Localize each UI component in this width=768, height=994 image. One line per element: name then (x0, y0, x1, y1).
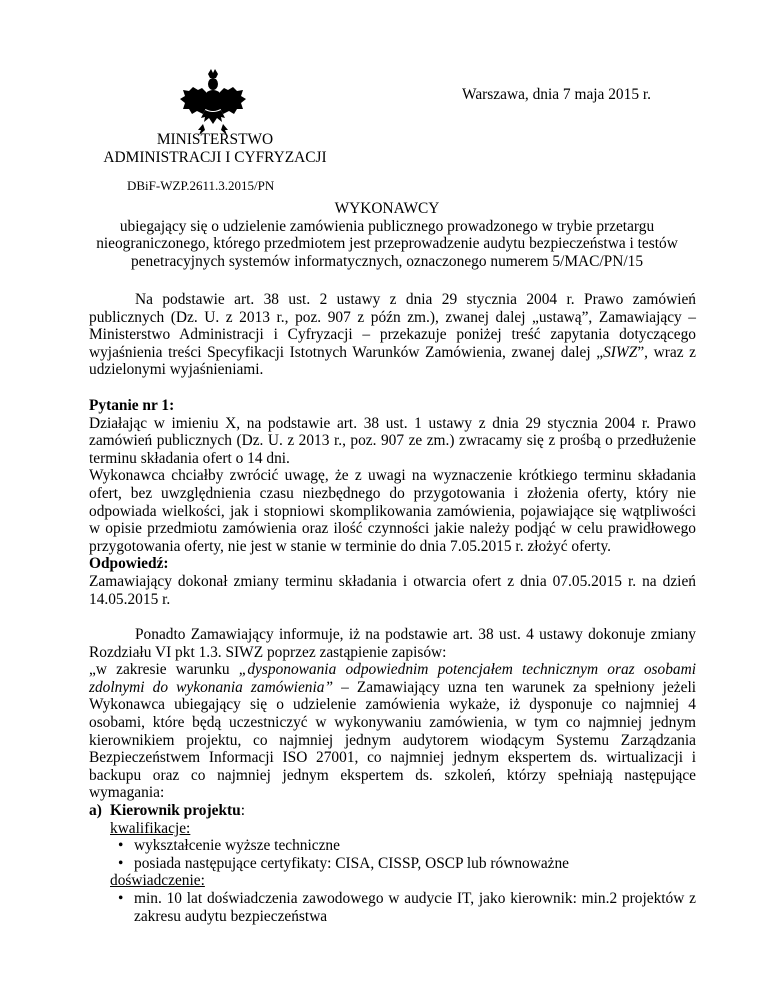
requirement-a: a) Kierownik projektu: (89, 802, 245, 820)
answer-1-text: Zamawiający dokonał zmiany terminu składania i otwarcia ofert z dnia 07.05.2015 r. na dzień 14.05.2015 r. (89, 572, 696, 608)
amendment-intro: Ponadto Zamawiający informuje, iż na podstawie art. 38 ust. 4 ustawy dokonuje zmiany Rozdziału VI pkt 1.3. SIWZ poprzez zastąpienie zapisów: (89, 626, 696, 661)
qualifications-list (110, 837, 696, 872)
reference-number: DBiF-WZP.2611.3.2015/PN (127, 178, 275, 193)
qualifications-label: kwalifikacje: (110, 819, 191, 837)
intro-paragraph: Na podstawie art. 38 ust. 2 ustawy z dnia 29 stycznia 2004 r. Prawo zamówień publicznych (Dz. U. z 2013 r., poz. 907 z późn zm.), zwanej dalej „ustawą”, Zamawiający – Ministerstwo Administracji i Cyfryzacji – przekazuje poniżej treść zapytania dotyczącego wyjaśnienia treści Specyfikacji Istotnych Warunków Zamówienia, zwanej dalej „SIWZ”, wraz z udzielonymi wyjaśnieniami. (89, 291, 696, 379)
question-1-title: Pytanie nr 1: (89, 396, 175, 414)
ministry-name (90, 131, 340, 166)
list-item: • wykształcenie wyższe techniczne (110, 837, 696, 855)
letter-body (89, 291, 696, 925)
polish-eagle-emblem-icon (178, 66, 248, 138)
ministry-line-1: MINISTERSTWO (156, 131, 274, 148)
document-date: Warszawa, dnia 7 maja 2015 r. (462, 86, 651, 103)
question-1-paragraph-1: Działając w imieniu X, na podstawie art. 38 ust. 1 ustawy z dnia 29 stycznia 2004 r. Prawo zamówień publicznych (Dz. U. z 2013 r., poz. 907 ze zm.) zwracamy się z prośbą o przedłużenie terminu składania ofert o 14 dni. (89, 414, 696, 467)
list-item: • posiada następujące certyfikaty: CISA, CISSP, OSCP lub równoważne (110, 855, 696, 873)
amendment-quote: „w zakresie warunku „dysponowania odpowiednim potencjałem technicznym oraz osobami zdolnymi do wykonania zamówienia” – Zamawiający uzna ten warunek za spełniony jeżeli Wykonawca ubiegający się o udzielenie zamówienia wykaże, iż dysponuje co najmniej 4 osobami, które będą uczestniczyć w wykonywaniu zamówienia, w tym co najmniej jednym kierownikiem projektu, co najmniej jednym audytorem wiodącym Systemu Zarządzania Bezpieczeństwem Informacji ISO 27001, co najmniej jednym ekspertem ds. wirtualizacji i backupu oraz co najmniej jednym ekspertem ds. szkoleń, którzy spełniają następujące wymagania: (89, 661, 697, 802)
experience-list (110, 890, 696, 925)
addressee-subtitle: ubiegający się o udzielenie zamówienia publicznego prowadzonego w trybie przetargu nieograniczonego, którego przedmiotem jest przeprowadzenie audytu bezpieczeństwa i testów penetracyjnych systemów informatycznych, oznaczonego numerem 5/MAC/PN/15 (96, 217, 678, 270)
list-item: • min. 10 lat doświadczenia zawodowego w audycie IT, jako kierownik: min.2 projektów z zakresu audytu bezpieczeństwa (110, 890, 696, 925)
question-1-paragraph-2: Wykonawca chciałby zwrócić uwagę, że z uwagi na wyznaczenie krótkiego terminu składania ofert, bez uwzględnienia czasu niezbędnego do przygotowania i złożenia oferty, który nie odpowiada wielkości, jak i stopniowi skomplikowania zamówienia, pojawiające się wątpliwości w opisie przedmiotu zamówienia oraz ilość czynności jakie należy podjąć w celu prawidłowego przygotowania oferty, nie jest w stanie w terminie do dnia 7.05.2015 r. złożyć oferty. (89, 467, 696, 555)
addressee-title: WYKONAWCY (334, 200, 440, 217)
addressee-block (79, 200, 695, 270)
experience-label: doświadczenie: (110, 872, 205, 890)
requirement-a-marker: a) (89, 802, 102, 820)
question-1-section (89, 397, 696, 608)
answer-1-title: Odpowiedź: (89, 555, 169, 573)
siwz-abbreviation: SIWZ (603, 343, 638, 361)
ministry-line-2: ADMINISTRACJI I CYFRYZACJI (103, 148, 327, 166)
amendment-section (89, 626, 696, 925)
requirement-a-title: Kierownik projektu (110, 802, 241, 820)
requirement-a-details (89, 820, 696, 926)
